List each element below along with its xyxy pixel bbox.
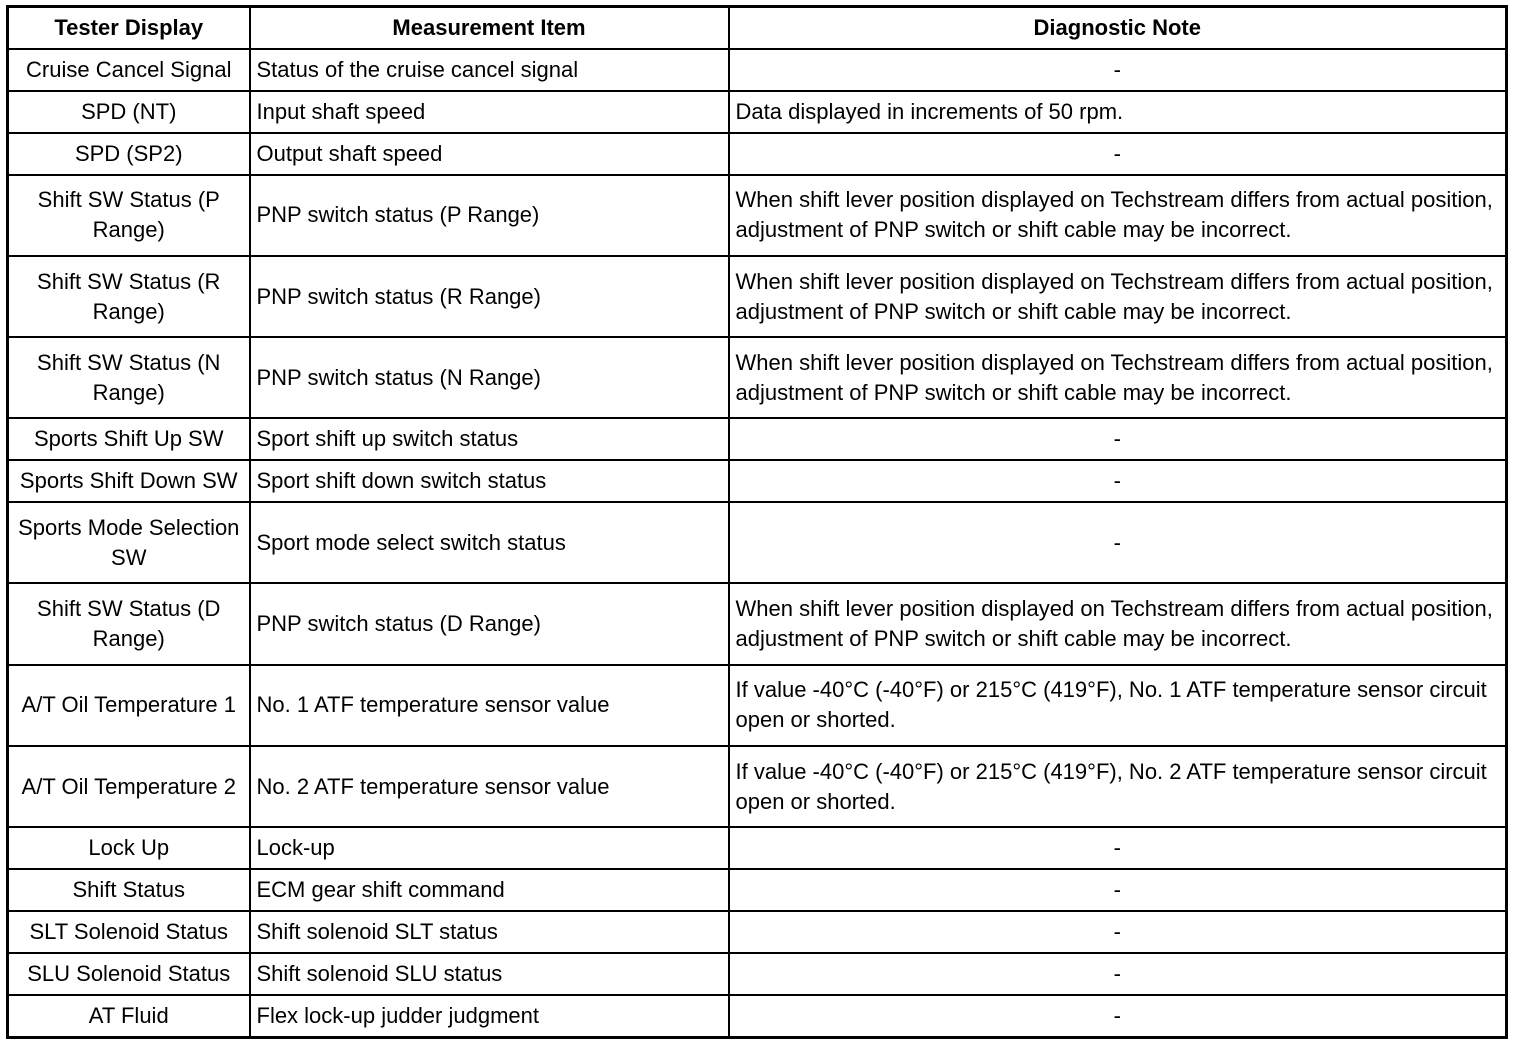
diagnostic-note-cell: When shift lever position displayed on Techstream differs from actual position, adjustment of PNP switch or shift cable may be incorrect. xyxy=(729,175,1507,256)
measurement-item-cell: Sport mode select switch status xyxy=(250,502,729,583)
table-row xyxy=(8,256,1507,337)
table-row xyxy=(8,583,1507,664)
measurement-item-cell: No. 1 ATF temperature sensor value xyxy=(250,665,729,746)
diagnostic-note-cell: - xyxy=(729,460,1507,502)
tester-display-cell: Shift SW Status (R Range) xyxy=(8,256,250,337)
measurement-item-cell: ECM gear shift command xyxy=(250,869,729,911)
table-row xyxy=(8,418,1507,460)
measurement-item-cell: PNP switch status (N Range) xyxy=(250,337,729,418)
header-diagnostic-note: Diagnostic Note xyxy=(729,7,1507,50)
measurement-item-cell: Status of the cruise cancel signal xyxy=(250,49,729,91)
table-row xyxy=(8,995,1507,1038)
tester-display-cell: A/T Oil Temperature 2 xyxy=(8,746,250,827)
measurement-item-cell: Output shaft speed xyxy=(250,133,729,175)
tester-display-cell: SPD (SP2) xyxy=(8,133,250,175)
tester-display-cell: Shift SW Status (P Range) xyxy=(8,175,250,256)
diagnostic-note-cell: - xyxy=(729,995,1507,1038)
tester-display-cell: SLT Solenoid Status xyxy=(8,911,250,953)
measurement-item-cell: Shift solenoid SLU status xyxy=(250,953,729,995)
table-row xyxy=(8,827,1507,869)
measurement-item-cell: Shift solenoid SLT status xyxy=(250,911,729,953)
tester-display-cell: SPD (NT) xyxy=(8,91,250,133)
table-row xyxy=(8,953,1507,995)
data-list-table-container xyxy=(6,5,1508,1039)
tester-display-cell: Sports Shift Down SW xyxy=(8,460,250,502)
diagnostic-note-cell: When shift lever position displayed on Techstream differs from actual position, adjustment of PNP switch or shift cable may be incorrect. xyxy=(729,337,1507,418)
measurement-item-cell: Lock-up xyxy=(250,827,729,869)
tester-display-cell: Shift SW Status (D Range) xyxy=(8,583,250,664)
tester-display-cell: SLU Solenoid Status xyxy=(8,953,250,995)
tester-display-cell: Sports Mode Selection SW xyxy=(8,502,250,583)
measurement-item-cell: Flex lock-up judder judgment xyxy=(250,995,729,1038)
table-row xyxy=(8,337,1507,418)
table-header-row xyxy=(8,7,1507,50)
tester-display-cell: Lock Up xyxy=(8,827,250,869)
measurement-item-cell: Input shaft speed xyxy=(250,91,729,133)
diagnostic-note-cell: - xyxy=(729,911,1507,953)
table-row xyxy=(8,869,1507,911)
tester-display-cell: A/T Oil Temperature 1 xyxy=(8,665,250,746)
table-row xyxy=(8,502,1507,583)
table-row xyxy=(8,665,1507,746)
measurement-item-cell: PNP switch status (P Range) xyxy=(250,175,729,256)
tester-display-cell: Cruise Cancel Signal xyxy=(8,49,250,91)
header-tester-display: Tester Display xyxy=(8,7,250,50)
tester-display-cell: Shift SW Status (N Range) xyxy=(8,337,250,418)
diagnostic-note-cell: If value -40°C (-40°F) or 215°C (419°F), No. 1 ATF temperature sensor circuit open or shorted. xyxy=(729,665,1507,746)
measurement-item-cell: Sport shift up switch status xyxy=(250,418,729,460)
data-list-table xyxy=(6,5,1508,1039)
tester-display-cell: Shift Status xyxy=(8,869,250,911)
table-row xyxy=(8,746,1507,827)
tester-display-cell: Sports Shift Up SW xyxy=(8,418,250,460)
diagnostic-note-cell: When shift lever position displayed on Techstream differs from actual position, adjustment of PNP switch or shift cable may be incorrect. xyxy=(729,256,1507,337)
table-row xyxy=(8,175,1507,256)
measurement-item-cell: PNP switch status (R Range) xyxy=(250,256,729,337)
diagnostic-note-cell: If value -40°C (-40°F) or 215°C (419°F), No. 2 ATF temperature sensor circuit open or shorted. xyxy=(729,746,1507,827)
table-row xyxy=(8,91,1507,133)
diagnostic-note-cell: - xyxy=(729,827,1507,869)
tester-display-cell: AT Fluid xyxy=(8,995,250,1038)
table-row xyxy=(8,460,1507,502)
diagnostic-note-cell: - xyxy=(729,869,1507,911)
diagnostic-note-cell: When shift lever position displayed on Techstream differs from actual position, adjustment of PNP switch or shift cable may be incorrect. xyxy=(729,583,1507,664)
table-row xyxy=(8,49,1507,91)
measurement-item-cell: Sport shift down switch status xyxy=(250,460,729,502)
table-body xyxy=(8,49,1507,1038)
measurement-item-cell: No. 2 ATF temperature sensor value xyxy=(250,746,729,827)
table-row xyxy=(8,911,1507,953)
table-row xyxy=(8,133,1507,175)
header-measurement-item: Measurement Item xyxy=(250,7,729,50)
measurement-item-cell: PNP switch status (D Range) xyxy=(250,583,729,664)
diagnostic-note-cell: - xyxy=(729,502,1507,583)
diagnostic-note-cell: - xyxy=(729,418,1507,460)
diagnostic-note-cell: Data displayed in increments of 50 rpm. xyxy=(729,91,1507,133)
diagnostic-note-cell: - xyxy=(729,49,1507,91)
diagnostic-note-cell: - xyxy=(729,953,1507,995)
diagnostic-note-cell: - xyxy=(729,133,1507,175)
